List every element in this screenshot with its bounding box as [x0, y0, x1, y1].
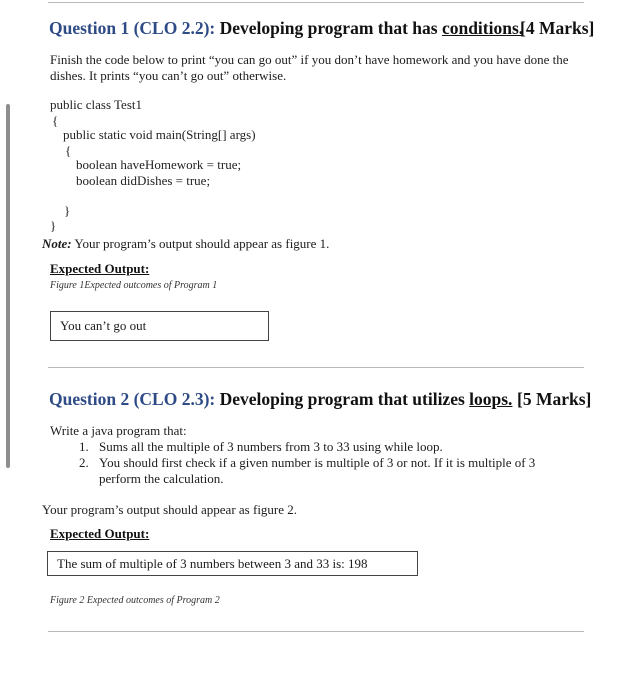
note-label: Note:	[42, 236, 72, 251]
question-1-note	[42, 236, 329, 252]
bottom-divider	[48, 631, 584, 632]
question-2-intro: Write a java program that:	[50, 423, 187, 438]
code-class-decl: public class Test1	[50, 97, 143, 112]
question-1-marks: [4 Marks]	[520, 18, 595, 38]
code-var-did-dishes: boolean didDishes = true;	[76, 173, 211, 188]
section-divider	[48, 367, 584, 368]
question-1-title: Developing program that has	[215, 18, 442, 38]
question-2-list-item	[79, 439, 559, 455]
scrollbar[interactable]	[6, 104, 10, 468]
question-1-output-text: You can’t go out	[60, 318, 147, 333]
question-1-figure-caption: Figure 1Expected outcomes of Program 1	[50, 280, 218, 291]
code-var-have-homework: boolean haveHomework = true;	[76, 157, 242, 172]
question-1-expected-output-label: Expected Output:	[50, 261, 150, 276]
question-2-output-text: The sum of multiple of 3 numbers between 3 and 33 is: 198	[57, 556, 368, 571]
code-close-brace: }	[64, 203, 71, 218]
question-2-title-keyword: loops.	[469, 389, 513, 409]
list-item-text: Sums all the multiple of 3 numbers from 3 to 33 using while loop.	[99, 439, 443, 454]
instruction-line: dishes. It prints “you can’t go out” otherwise.	[50, 68, 287, 83]
list-item-text: You should first check if a given number is multiple of 3 or not. If it is multiple of 3	[99, 455, 536, 470]
question-1-title-keyword: conditions.	[441, 18, 524, 38]
question-2-heading	[49, 389, 592, 410]
question-2-output-box	[47, 551, 418, 576]
list-item-number: 1.	[79, 439, 89, 454]
question-2-expected-output-label: Expected Output:	[50, 526, 150, 541]
question-1-heading	[49, 18, 595, 39]
question-1-number: Question 1 (CLO 2.2):	[49, 18, 216, 38]
code-method-decl: public static void main(String[] args)	[63, 127, 256, 142]
code-open-brace: {	[65, 143, 72, 158]
question-2-marks: [5 Marks]	[517, 389, 592, 409]
question-2-output-note: Your program’s output should appear as figure 2.	[42, 502, 298, 517]
list-item-text-continued: perform the calculation.	[99, 470, 224, 486]
question-1-output-box	[50, 311, 269, 341]
question-2-list-item	[79, 455, 559, 487]
list-item-number: 2.	[79, 455, 89, 470]
code-close-brace: }	[50, 218, 57, 233]
instruction-line: Finish the code below to print “you can go out” if you don’t have homework and you have done the	[50, 52, 569, 67]
question-2-figure-caption: Figure 2 Expected outcomes of Program 2	[50, 595, 220, 606]
code-open-brace: {	[52, 113, 59, 128]
question-2-number: Question 2 (CLO 2.3):	[49, 389, 216, 409]
question-1-instructions	[50, 52, 610, 84]
top-divider	[48, 2, 584, 3]
question-2-title: Developing program that utilizes	[215, 389, 470, 409]
note-text: Your program’s output should appear as figure 1.	[71, 236, 330, 251]
